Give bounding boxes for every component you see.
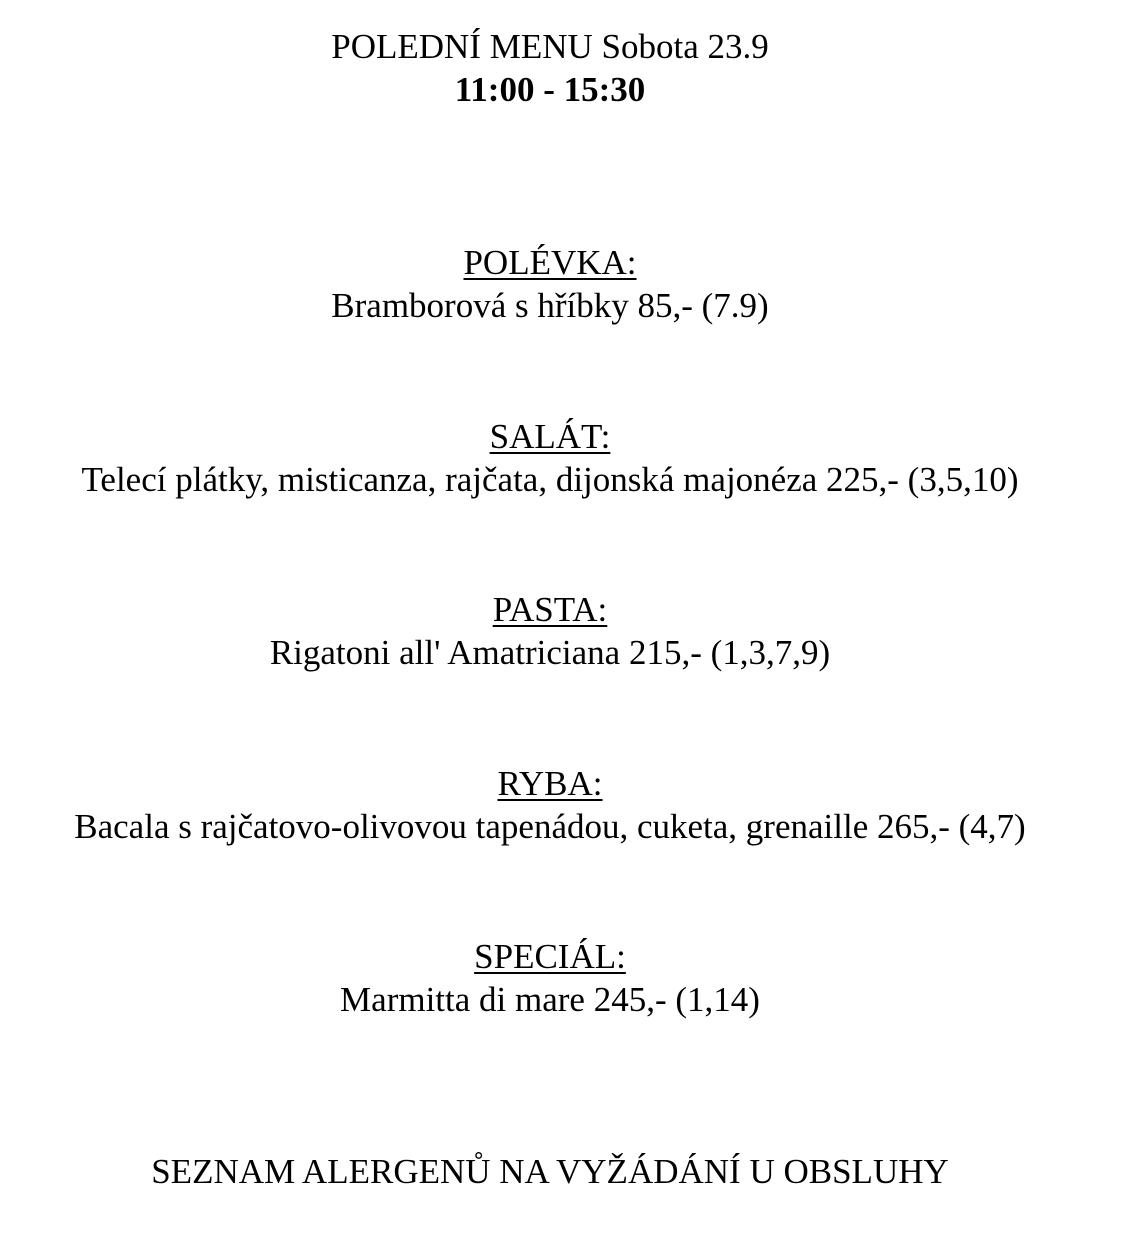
section-heading-special (0, 937, 1100, 977)
section-item-pasta: Rigatoni all' Amatriciana 215,- (1,3,7,9) (269, 633, 831, 672)
section-heading-pasta (0, 590, 1100, 630)
section-heading-soup (0, 243, 1100, 283)
section-item-soup: Bramborová s hříbky 85,- (7.9) (331, 286, 769, 325)
section-heading-label: SALÁT: (489, 417, 611, 456)
allergen-note: SEZNAM ALERGENŮ NA VYŽÁDÁNÍ U OBSLUHY (151, 1152, 949, 1191)
section-heading-label: RYBA: (497, 764, 603, 803)
section-heading-label: POLÉVKA: (463, 243, 637, 282)
section-item-fish: Bacala s rajčatovo-olivovou tapenádou, cuketa, grenaille 265,- (4,7) (74, 807, 1026, 846)
section-heading-label: SPECIÁL: (474, 937, 626, 976)
section-heading-label: PASTA: (492, 590, 608, 629)
section-heading-fish (0, 764, 1100, 804)
menu-title: POLEDNÍ MENU Sobota 23.9 (331, 27, 769, 66)
serving-hours: 11:00 - 15:30 (454, 70, 646, 109)
section-item-salad: Telecí plátky, misticanza, rajčata, dijonská majonéza 225,- (3,5,10) (81, 460, 1019, 499)
section-heading-salad (0, 417, 1100, 457)
section-item-special: Marmitta di mare 245,- (1,14) (340, 980, 760, 1019)
